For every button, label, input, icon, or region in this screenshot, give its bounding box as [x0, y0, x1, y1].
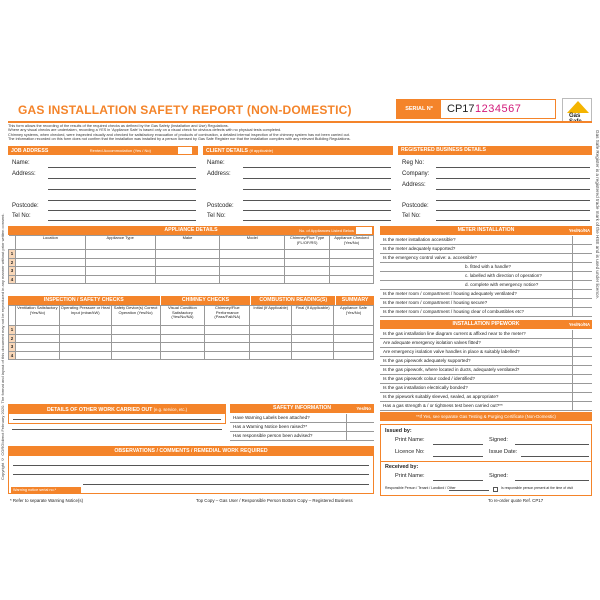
business-address-field[interactable] [436, 189, 590, 190]
col-visual-condition: Visual Condition Satisfactory (Yes/No/NA) [160, 306, 205, 326]
col-appliance-safe: Appliance Safe (Yes/No) [334, 306, 374, 326]
meter-question: Is the meter room / compartment / housing clear of combustibles etc? [380, 308, 592, 317]
answer-cell[interactable] [572, 272, 592, 281]
job-address-section [8, 146, 198, 155]
client-tel-field[interactable] [243, 220, 391, 221]
client-details-header [203, 146, 393, 155]
pipework-title: INSTALLATION PIPEWORK [452, 321, 520, 327]
meter-question: Is the meter room / compartment / housing adequately ventilated? [380, 290, 592, 299]
job-tel-label: Tel No: [12, 213, 31, 219]
observations-section [8, 446, 374, 494]
answer-cell[interactable] [572, 254, 592, 263]
answer-cell[interactable] [572, 245, 592, 254]
client-tel-label: Tel No: [207, 213, 226, 219]
job-tel-field[interactable] [48, 220, 196, 221]
job-address-label: Address: [12, 171, 36, 177]
inspection-table [8, 305, 374, 360]
report-title-bar [8, 98, 388, 120]
meter-question: Is the emergency control valve: a. accessible? [380, 254, 592, 263]
pipework-header [380, 320, 592, 329]
client-address-label: Address: [207, 171, 231, 177]
appliance-details-title: APPLIANCE DETAILS [164, 227, 218, 233]
appliance-count-label: No. of Appliances Listed Below [299, 228, 354, 233]
pipework-section [380, 320, 592, 329]
col-safety-devices: Safety Device(s) Correct Operation (Yes/No) [111, 306, 160, 326]
meter-question: Is the meter installation accessible? [380, 236, 592, 245]
issued-print-name-label: Print Name: [395, 437, 425, 443]
note-line: Chimney systems, when checked, were inspected visually and checked for satisfactory evacuation of products of combustion, a detailed internal inspection of the chimney system has not been carried out. [8, 132, 350, 137]
present-checkbox[interactable] [493, 487, 498, 492]
appliance-details-section [8, 226, 374, 284]
gas-safe-triangle-icon [567, 101, 589, 113]
inspection-headers [8, 296, 374, 305]
answer-cell[interactable] [572, 236, 592, 245]
col-ventilation: Ventilation Satisfactory (Yes/No) [15, 306, 59, 326]
answer-cell[interactable] [572, 308, 592, 317]
job-address-title: JOB ADDRESS [11, 148, 49, 154]
answer-cell[interactable] [572, 402, 592, 411]
pipework-question: Are adequate emergency isolation valves fitted? [380, 339, 592, 348]
pipework-question: Is the gas pipework adequately supported? [380, 357, 592, 366]
issued-signature-field[interactable] [515, 444, 589, 445]
business-address-label: Address: [402, 182, 426, 188]
rented-input[interactable] [178, 147, 192, 154]
answer-cell[interactable] [572, 384, 592, 393]
pipework-question: Are emergency isolation valve handles in place & suitably labelled? [380, 348, 592, 357]
answer-cell[interactable] [572, 299, 592, 308]
other-work-note: (e.g. service, etc.) [153, 407, 188, 412]
job-name-label: Name: [12, 160, 30, 166]
safety-question: Have Warning Labels been attached? [230, 414, 374, 423]
job-address-field[interactable] [48, 189, 196, 190]
pipework-question: Is the pipework suitably sleeved, sealed, as appropriate? [380, 393, 592, 402]
meter-question: c. labelled with direction of operation? [380, 272, 592, 281]
client-details-title: CLIENT DETAILS [206, 148, 248, 154]
answer-cell[interactable] [572, 281, 592, 290]
signature-section [380, 424, 592, 496]
observations-field[interactable] [83, 484, 369, 485]
pipework-question: Is the gas pipework colour coded / identified? [380, 375, 592, 384]
answer-cell[interactable] [572, 330, 592, 339]
client-address-field[interactable] [243, 189, 391, 190]
job-address-header [8, 146, 198, 155]
registered-business-section [398, 146, 592, 155]
job-address-field[interactable] [48, 200, 196, 201]
pipework-question: Is the gas installation electrically bonded? [380, 384, 592, 393]
serial-prefix: CP17 [447, 103, 475, 115]
issued-signed-label: Signed: [489, 437, 508, 443]
serial-label: SERIAL Nº [397, 100, 441, 118]
observations-field[interactable] [13, 474, 369, 475]
pipework-footnote: **If Yes, see separate Gas Testing & Purging Certificate (Non-Domestic) [380, 412, 592, 421]
meter-question: Is the meter room / compartment / housing secure? [380, 299, 592, 308]
table-row: 4 [9, 275, 374, 284]
meter-question: d. complete with emergency notice? [380, 281, 592, 290]
client-postcode-label: Postcode: [207, 203, 234, 209]
client-address-field[interactable] [243, 178, 391, 179]
safety-yn-label: Yes/No [356, 406, 371, 411]
col-chimney-performance: Chimney/Flue Performance (Pass/Fail/NA) [205, 306, 250, 326]
footer-left: * Refer to separate Warning Notice(s) [10, 498, 84, 503]
appliance-details-header [8, 226, 374, 235]
table-row: 3 [9, 343, 374, 352]
observations-field[interactable] [13, 465, 369, 466]
reg-no-label: Reg No: [402, 160, 425, 166]
rented-label: Rented Accommodation (Yes / No) [89, 148, 151, 153]
registered-business-header: REGISTERED BUSINESS DETAILS [398, 146, 592, 155]
pipework-question: Is the gas pipework, where located in ducts, adequately ventilated? [380, 366, 592, 375]
safety-question: Has responsible person been advised? [230, 432, 374, 441]
issued-by-label: Issued by: [385, 428, 412, 434]
job-name-field[interactable] [48, 167, 196, 168]
answer-cell[interactable] [572, 393, 592, 402]
notes [8, 124, 398, 142]
other-work-lines [8, 425, 226, 435]
table-row: 1 [9, 326, 374, 335]
issue-date-label: Issue Date: [489, 449, 518, 455]
report-title: GAS INSTALLATION SAFETY REPORT (NON-DOMESTIC) [18, 103, 352, 117]
answer-cell[interactable] [572, 339, 592, 348]
answer-cell[interactable] [572, 357, 592, 366]
meter-yn-label: Yes/No/NA [568, 228, 590, 233]
answer-cell[interactable] [572, 348, 592, 357]
other-work-section [8, 404, 226, 424]
col-initial: Initial (If Applicable) [250, 306, 292, 326]
licence-label: Licence No: [395, 449, 425, 455]
col-make: Make [155, 236, 220, 250]
client-details-section [203, 146, 393, 155]
job-postcode-field[interactable] [48, 210, 196, 211]
other-work-header [9, 405, 225, 414]
responsible-person-field[interactable] [449, 490, 489, 491]
chimney-checks-header: CHIMNEY CHECKS [161, 296, 251, 305]
answer-cell[interactable] [572, 290, 592, 299]
col-operating-pressure: Operating Pressure or Heat Input (mbar/kW) [59, 306, 111, 326]
serial-number: 1234567 [475, 103, 522, 115]
issue-date-field[interactable] [521, 456, 589, 457]
received-print-name-label: Print Name: [395, 473, 425, 479]
col-final: Final (If Applicable) [292, 306, 334, 326]
received-signature-field[interactable] [515, 480, 589, 481]
note-line: Where any visual checks are undertaken, recording a YES in 'Appliance Safe' is based only on a visual check for obvious defects with no physical tests completed. [8, 128, 282, 133]
pipework-question: Has a gas strength & / or tightness test been carried out?** [380, 402, 592, 411]
client-postcode-field[interactable] [243, 210, 391, 211]
company-field[interactable] [436, 178, 590, 179]
combustion-header: COMBUSTION READING(S) [251, 296, 335, 305]
answer-cell[interactable] [346, 432, 374, 441]
meter-question: Is the meter adequately supported? [380, 245, 592, 254]
pipework-yn-label: Yes/No/NA [568, 322, 590, 327]
appliance-table [8, 235, 374, 284]
business-tel-field[interactable] [436, 220, 590, 221]
col-appliance-checked: Appliance Checked (Yes/No) [330, 236, 374, 250]
col-model: Model [220, 236, 285, 250]
safety-info-section [230, 404, 374, 413]
col-chimney-type: Chimney/Flue Type (FL/OF/RS) [285, 236, 330, 250]
safety-info-title: SAFETY INFORMATION [272, 405, 332, 411]
observations-header: OBSERVATIONS / COMMENTS / REMEDIAL WORK REQUIRED [9, 447, 373, 456]
pipework-question: Is the gas installation line diagram current & affixed near to the meter? [380, 330, 592, 339]
client-address-field[interactable] [243, 200, 391, 201]
table-row: 4 [9, 351, 374, 360]
appliance-count-input[interactable] [356, 227, 372, 234]
footer-middle: Top Copy – Gas User / Responsible Person Bottom Copy – Registered Business [196, 498, 353, 503]
copyright-side-text: Copyright © CORGIdirect February 2020. The format and layout of this document may not be reproduced in any manner without prior written consent. [0, 213, 5, 480]
answer-cell[interactable] [572, 263, 592, 272]
answer-cell[interactable] [572, 366, 592, 375]
present-label: Is responsible person present at the time of visit [501, 486, 573, 490]
note-line: This form allows the recording of the results of the required checks as defined by the Gas Safety (Installation and Use) Regulations. [8, 124, 229, 128]
header-divider [8, 121, 592, 123]
safety-question: Has a Warning Notice been raised?* [230, 423, 374, 432]
meter-title: METER INSTALLATION [457, 227, 515, 233]
client-details-note: (if applicable) [249, 148, 274, 153]
business-postcode-field[interactable] [436, 210, 590, 211]
trademark-side-text: Gas Safe Register is a registered trade mark of the HSE and is used under licence. [595, 130, 600, 300]
job-postcode-label: Postcode: [12, 203, 39, 209]
inspection-section [8, 296, 374, 360]
note-line: The information recorded on this form does not confirm that the installation was installed by a person licensed by Gas Safe Register nor that the installation complies with any relevant Building Regulations. [8, 137, 351, 142]
client-name-field[interactable] [243, 167, 391, 168]
gas-safe-logo-text: Gas [569, 113, 581, 119]
company-label: Company: [402, 171, 430, 177]
client-name-label: Name: [207, 160, 225, 166]
other-work-field[interactable] [13, 419, 221, 420]
footer-right: To re-order quote Ref. CP17 [488, 498, 544, 503]
meter-header [380, 226, 592, 235]
other-work-title: DETAILS OF OTHER WORK CARRIED OUT [46, 407, 153, 413]
table-row: 2 [9, 258, 374, 267]
col-appliance-type: Appliance Type [85, 236, 155, 250]
table-row: 3 [9, 267, 374, 276]
summary-header: SUMMARY [336, 296, 374, 305]
answer-cell[interactable] [346, 423, 374, 432]
reg-no-field[interactable] [436, 167, 590, 168]
meter-question: b. fitted with a handle? [380, 263, 592, 272]
meter-section [380, 226, 592, 235]
issued-print-name-field[interactable] [433, 444, 483, 445]
business-postcode-label: Postcode: [402, 203, 429, 209]
table-row: 2 [9, 334, 374, 343]
business-address-field[interactable] [436, 200, 590, 201]
received-print-name-field[interactable] [433, 480, 483, 481]
inspection-header: INSPECTION / SAFETY CHECKS [8, 296, 160, 305]
received-by-label: Received by: [385, 464, 419, 470]
responsible-person-label: Responsible Person / Tenant / Landlord / Other [385, 486, 456, 490]
table-row: 1 [9, 250, 374, 259]
serial-box [396, 99, 556, 119]
licence-field[interactable] [433, 456, 483, 457]
job-address-field[interactable] [48, 178, 196, 179]
gas-safe-logo [562, 98, 592, 122]
signature-divider [381, 461, 591, 462]
answer-cell[interactable] [572, 375, 592, 384]
col-location: Location [15, 236, 85, 250]
other-work-field[interactable] [12, 429, 222, 430]
business-tel-label: Tel No: [402, 213, 421, 219]
received-signed-label: Signed: [489, 473, 508, 479]
safety-info-header [230, 404, 374, 413]
answer-cell[interactable] [346, 414, 374, 423]
warning-serial-label: Warning notice serial no.* [11, 487, 81, 494]
